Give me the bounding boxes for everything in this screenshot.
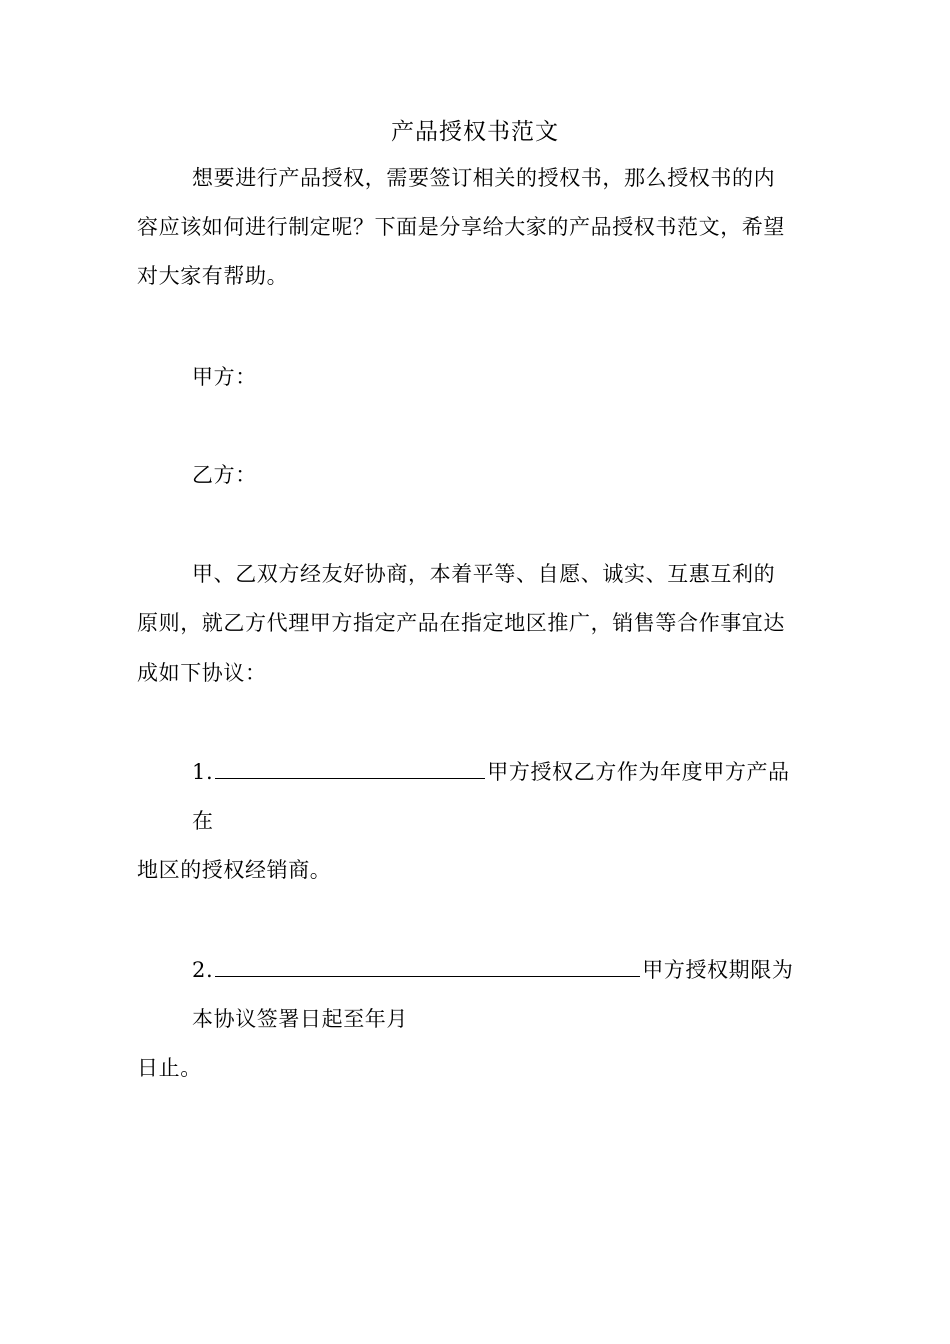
clause-1-fill-blank [215,760,485,779]
intro-line-1: 想要进行产品授权，需要签订相关的授权书，那么授权书的内 [192,166,776,190]
clause-2-text: 甲方授权期限为 [642,958,794,982]
clause-2-number: 2. [192,958,214,982]
clause-1-line-1 [192,757,790,787]
clause-2-line-1 [192,955,793,985]
clause-1-text: 甲方授权乙方作为年度甲方产品 [487,760,790,784]
preamble-line-3: 成如下协议： [137,661,267,685]
intro-line-3: 对大家有帮助。 [137,264,289,288]
intro-line-2: 容应该如何进行制定呢？下面是分享给大家的产品授权书范文，希望 [137,215,785,239]
party-b-label: 乙方： [192,463,257,487]
clause-2-line-3: 日止。 [137,1056,202,1080]
clause-2-fill-blank [215,958,640,977]
clause-2-line-2: 本协议签署日起至年月 [192,1007,408,1031]
preamble-line-2: 原则，就乙方代理甲方指定产品在指定地区推广，销售等合作事宜达 [137,611,785,635]
document-title: 产品授权书范文 [391,119,559,145]
clause-1-number: 1. [192,760,214,784]
clause-1-line-3: 地区的授权经销商。 [137,858,332,882]
clause-1-line-2: 在 [192,809,214,833]
preamble-line-1: 甲、乙双方经友好协商，本着平等、自愿、诚实、互惠互利的 [192,562,776,586]
party-a-label: 甲方： [192,365,257,389]
